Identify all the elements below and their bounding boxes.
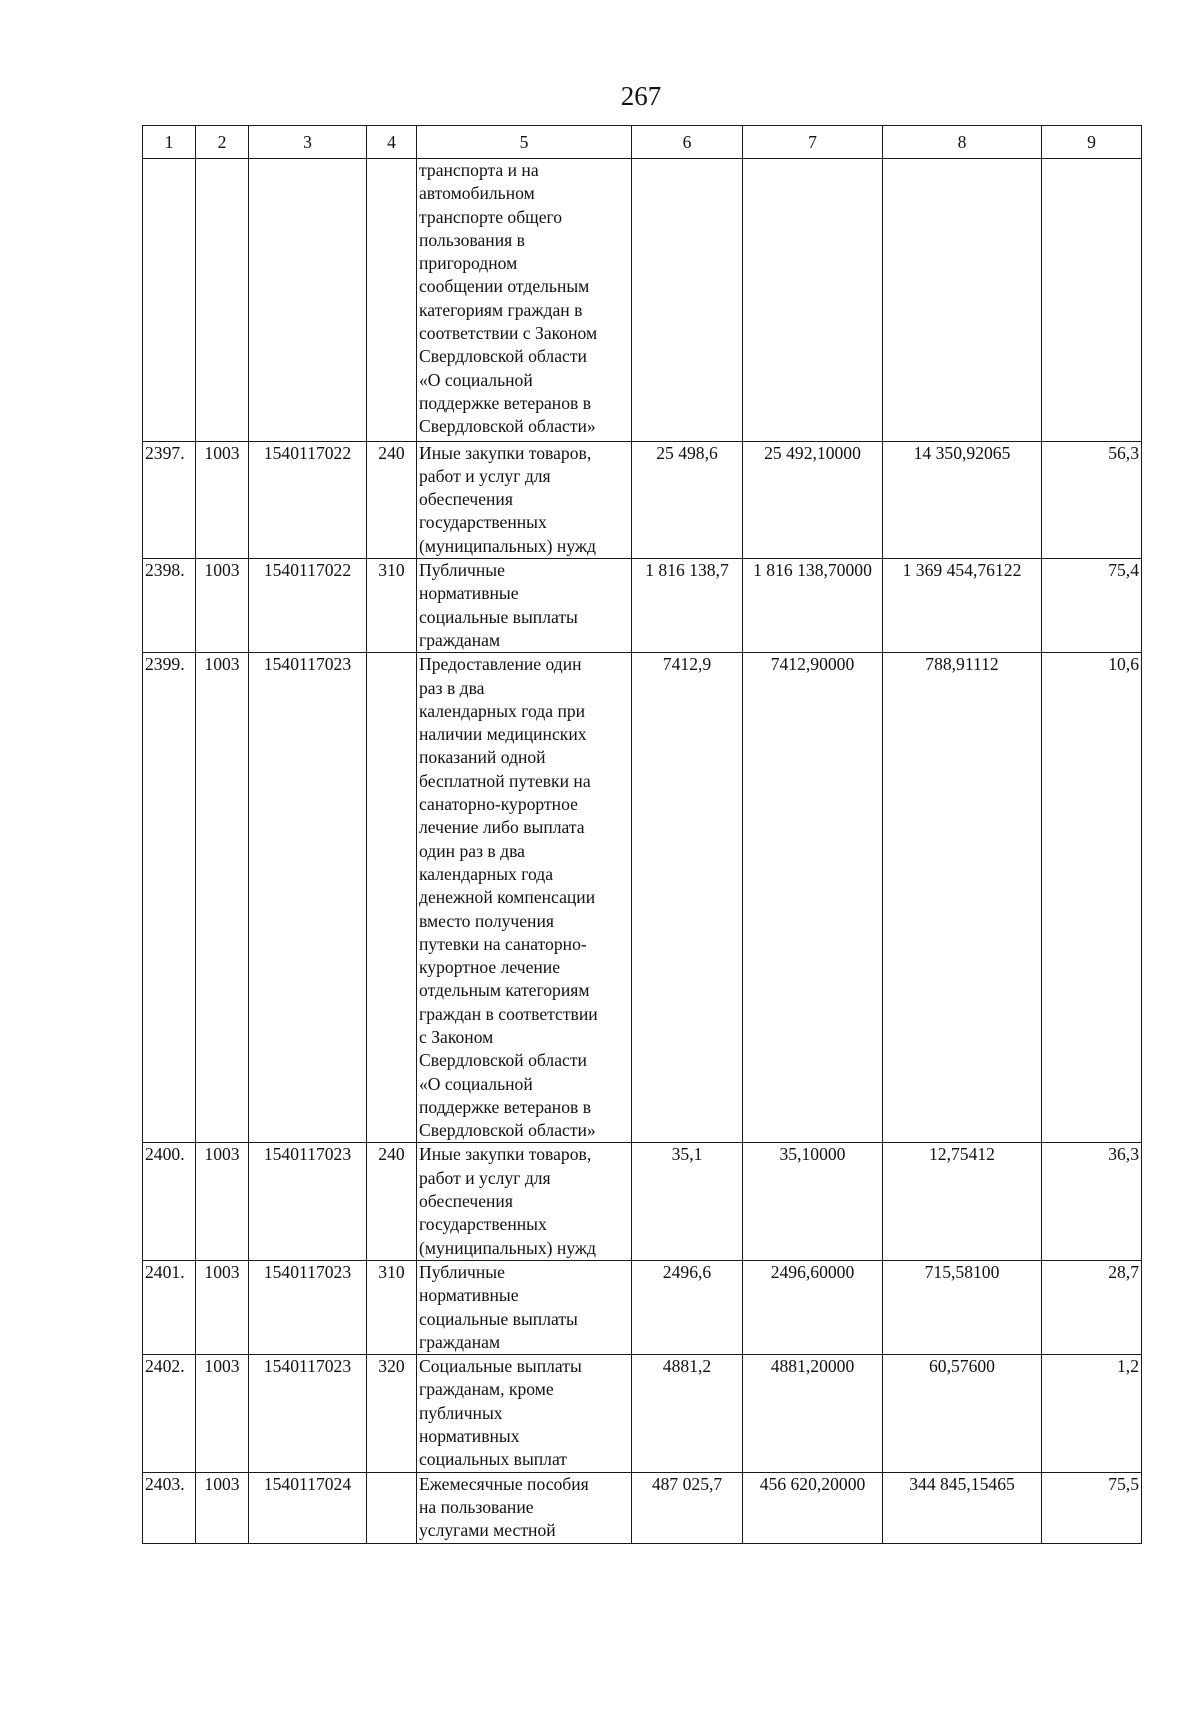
cell-expense-type: 310 (367, 559, 417, 653)
cell-expense-type: 310 (367, 1260, 417, 1354)
cell-value-8: 12,75412 (883, 1143, 1042, 1260)
cell-value-6: 35,1 (632, 1143, 743, 1260)
cell-description: Иные закупки товаров, работ и услуг для обеспечения государственных (муниципальных) нужд (417, 1143, 632, 1260)
cell-value-8: 60,57600 (883, 1355, 1042, 1472)
cell-value-6: 2496,6 (632, 1260, 743, 1354)
cell-target-code: 1540117022 (249, 559, 367, 653)
cell-row-number: 2397. (143, 441, 196, 558)
table-row-2401 (143, 1260, 1142, 1354)
cell-value-8 (883, 159, 1042, 442)
cell-percent: 36,3 (1042, 1143, 1142, 1260)
column-header-5: 5 (417, 126, 632, 159)
cell-percent: 56,3 (1042, 441, 1142, 558)
budget-table (142, 125, 1142, 1544)
table-row-2399 (143, 653, 1142, 1143)
cell-value-7: 2496,60000 (743, 1260, 883, 1354)
cell-value-7: 4881,20000 (743, 1355, 883, 1472)
cell-target-code (249, 159, 367, 442)
cell-section: 1003 (196, 1355, 249, 1472)
table-body (143, 159, 1142, 1544)
column-header-9: 9 (1042, 126, 1142, 159)
cell-percent (1042, 159, 1142, 442)
cell-value-6: 7412,9 (632, 653, 743, 1143)
cell-value-6 (632, 159, 743, 442)
cell-row-number (143, 159, 196, 442)
cell-section (196, 159, 249, 442)
page-number: 267 (620, 81, 662, 111)
cell-value-7: 25 492,10000 (743, 441, 883, 558)
cell-percent: 28,7 (1042, 1260, 1142, 1354)
cell-percent: 75,4 (1042, 559, 1142, 653)
column-header-1: 1 (143, 126, 196, 159)
cell-target-code: 1540117023 (249, 1143, 367, 1260)
cell-description: Ежемесячные пособия на пользование услугами местной (417, 1472, 632, 1543)
cell-value-7: 35,10000 (743, 1143, 883, 1260)
cell-value-8: 788,91112 (883, 653, 1042, 1143)
column-header-7: 7 (743, 126, 883, 159)
cell-row-number: 2398. (143, 559, 196, 653)
cell-description: Публичные нормативные социальные выплаты гражданам (417, 559, 632, 653)
table-row-2403 (143, 1472, 1142, 1543)
column-header-3: 3 (249, 126, 367, 159)
cell-value-8: 344 845,15465 (883, 1472, 1042, 1543)
cell-row-number: 2403. (143, 1472, 196, 1543)
cell-expense-type (367, 653, 417, 1143)
cell-expense-type: 240 (367, 1143, 417, 1260)
table-header (143, 126, 1142, 159)
cell-value-8: 1 369 454,76122 (883, 559, 1042, 653)
cell-row-number: 2401. (143, 1260, 196, 1354)
cell-target-code: 1540117024 (249, 1472, 367, 1543)
cell-section: 1003 (196, 1260, 249, 1354)
cell-target-code: 1540117022 (249, 441, 367, 558)
cell-value-6: 487 025,7 (632, 1472, 743, 1543)
cell-value-7: 7412,90000 (743, 653, 883, 1143)
table-row-2397 (143, 441, 1142, 558)
table-row-continuation (143, 159, 1142, 442)
cell-section: 1003 (196, 653, 249, 1143)
cell-value-8: 715,58100 (883, 1260, 1042, 1354)
cell-expense-type: 240 (367, 441, 417, 558)
cell-value-7: 456 620,20000 (743, 1472, 883, 1543)
cell-row-number: 2402. (143, 1355, 196, 1472)
cell-value-6: 1 816 138,7 (632, 559, 743, 653)
column-header-4: 4 (367, 126, 417, 159)
cell-description: транспорта и на автомобильном транспорте общего пользования в пригородном сообщении отдельным категориям граждан в соответствии с Законом Свердловской области «О социальной поддержке ветеранов в Свердловской области» (417, 159, 632, 442)
cell-percent: 75,5 (1042, 1472, 1142, 1543)
column-header-2: 2 (196, 126, 249, 159)
cell-expense-type (367, 1472, 417, 1543)
table-row-2402 (143, 1355, 1142, 1472)
cell-row-number: 2399. (143, 653, 196, 1143)
cell-value-6: 4881,2 (632, 1355, 743, 1472)
cell-description: Предоставление один раз в два календарных года при наличии медицинских показаний одной бесплатной путевки на санаторно-курортное лечение либо выплата один раз в два календарных года денежной компенсации вместо получения путевки на санаторно- курортное лечение отдельным категориям граждан в соответствии с Законом Свердловской области «О социальной поддержке ветеранов в Свердловской области» (417, 653, 632, 1143)
column-header-6: 6 (632, 126, 743, 159)
cell-expense-type: 320 (367, 1355, 417, 1472)
table-row-2400 (143, 1143, 1142, 1260)
cell-value-7 (743, 159, 883, 442)
header-row (143, 126, 1142, 159)
cell-percent: 1,2 (1042, 1355, 1142, 1472)
cell-target-code: 1540117023 (249, 1260, 367, 1354)
cell-value-6: 25 498,6 (632, 441, 743, 558)
cell-section: 1003 (196, 441, 249, 558)
column-header-8: 8 (883, 126, 1042, 159)
cell-section: 1003 (196, 559, 249, 653)
cell-expense-type (367, 159, 417, 442)
cell-percent: 10,6 (1042, 653, 1142, 1143)
cell-description: Публичные нормативные социальные выплаты гражданам (417, 1260, 632, 1354)
cell-section: 1003 (196, 1472, 249, 1543)
cell-row-number: 2400. (143, 1143, 196, 1260)
cell-description: Иные закупки товаров, работ и услуг для обеспечения государственных (муниципальных) нужд (417, 441, 632, 558)
cell-value-7: 1 816 138,70000 (743, 559, 883, 653)
table-row-2398 (143, 559, 1142, 653)
cell-value-8: 14 350,92065 (883, 441, 1042, 558)
cell-section: 1003 (196, 1143, 249, 1260)
cell-description: Социальные выплаты гражданам, кроме публичных нормативных социальных выплат (417, 1355, 632, 1472)
cell-target-code: 1540117023 (249, 653, 367, 1143)
cell-target-code: 1540117023 (249, 1355, 367, 1472)
